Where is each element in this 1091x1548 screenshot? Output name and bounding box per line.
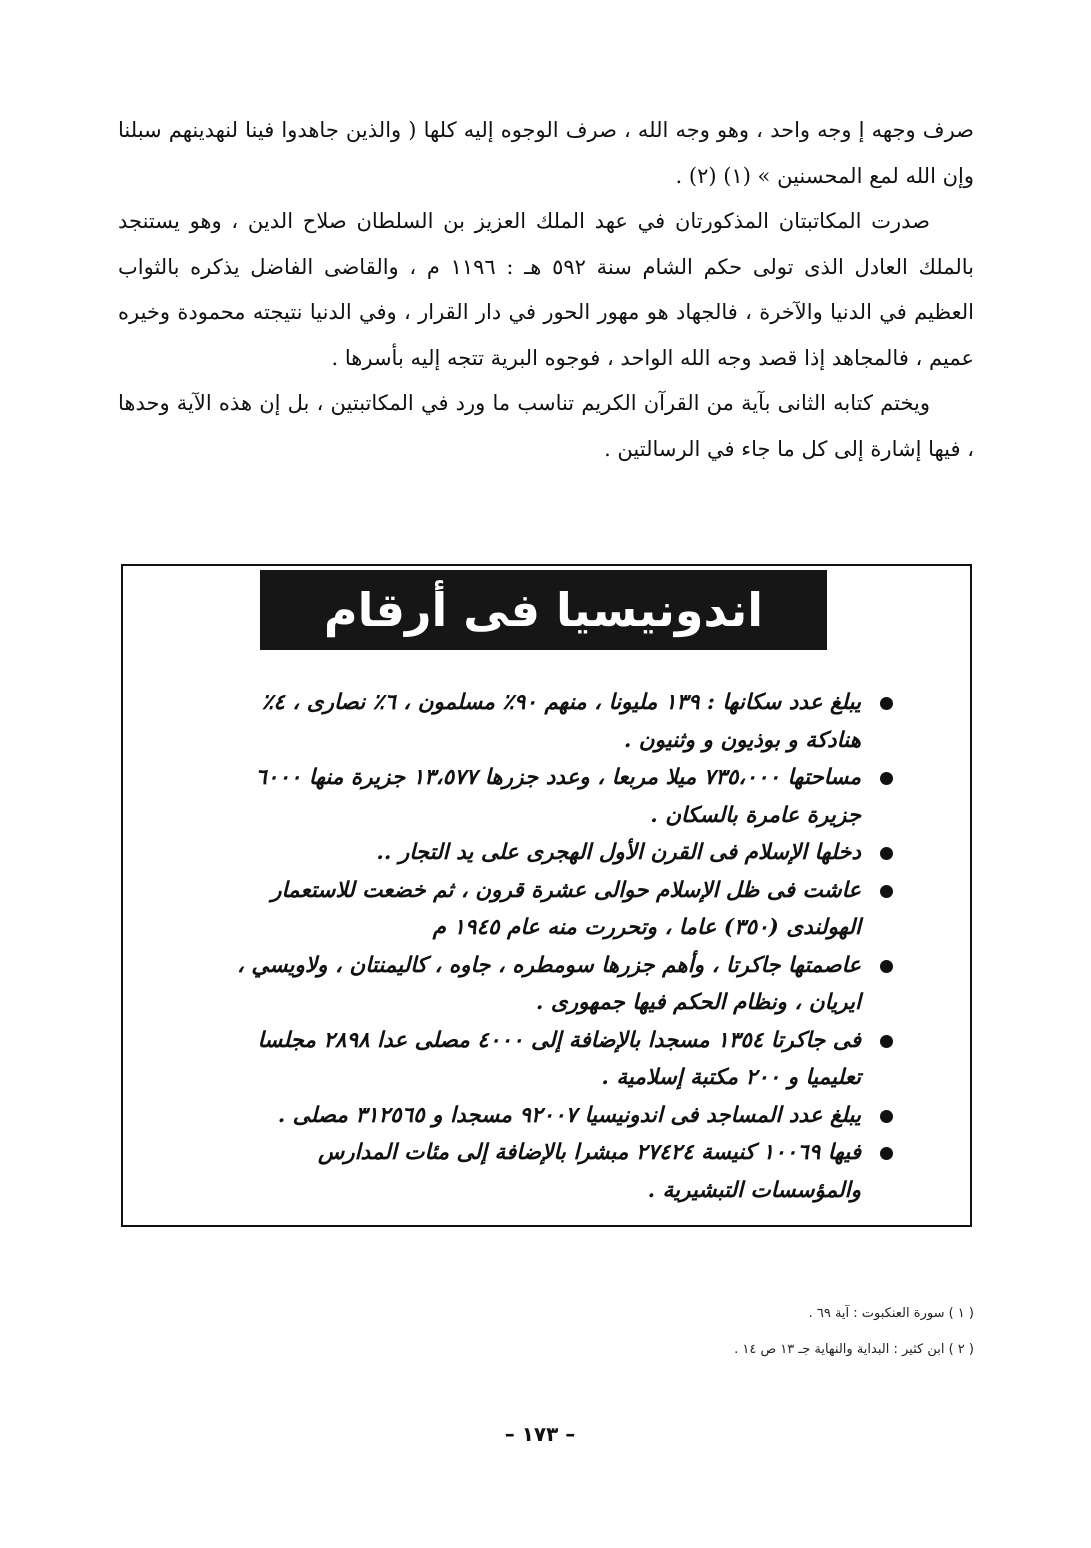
bullet-icon [880, 885, 893, 898]
fact-text: فيها ١٠٠٦٩ كنيسة ٢٧٤٢٤ مبشرا بالإضافة إلى مئات المدارس والمؤسسات التبشيرية . [317, 1140, 861, 1203]
bullet-icon [880, 960, 893, 973]
footnotes [560, 1296, 974, 1368]
fact-text: عاصمتها جاكرتا ، وأهم جزرها سومطره ، جاوه ، كاليمنتان ، ولاويسي ، ايريان ، ونظام الحكم فيها جمهورى . [236, 952, 861, 1015]
page-number: – ١٧٣ – [504, 1422, 576, 1446]
fact-text: يبلغ عدد المساجد فى اندونيسيا ٩٢٠٠٧ مسجدا و ٣١٢٥٦٥ مصلى . [277, 1102, 861, 1128]
fact-item [215, 759, 895, 834]
facts-box-title: اندونيسيا فى أرقام [260, 570, 827, 650]
bullet-icon [880, 697, 893, 710]
fact-item [215, 1134, 895, 1209]
body-paragraph: ويختم كتابه الثانى بآية من القرآن الكريم تناسب ما ورد في المكاتبتين ، بل إن هذه الآية وحدها ، فيها إشارة إلى كل ما جاء في الرسالتين . [118, 391, 974, 461]
fact-item [215, 684, 895, 759]
bullet-icon [880, 772, 893, 785]
fact-item [215, 947, 895, 1022]
fact-text: فى جاكرتا ١٣٥٤ مسجدا بالإضافة إلى ٤٠٠٠ مصلى عدا ٢٨٩٨ مجلسا تعليميا و ٢٠٠ مكتبة إسلامية . [257, 1027, 861, 1090]
fact-item [215, 1022, 895, 1097]
fact-text: عاشت فى ظل الإسلام حوالى عشرة قرون ، ثم خضعت للاستعمار الهولندى (٣٥٠) عاما ، وتحررت منه عام ١٩٤٥ م [271, 877, 861, 940]
body-paragraph: صدرت المكاتبتان المذكورتان في عهد الملك العزيز بن السلطان صلاح الدين ، وهو يستنجد بالملك العادل الذى تولى حكم الشام سنة ٥٩٢ هـ : ١١٩٦ م ، والقاضى الفاضل يذكره بالثواب العظيم في الدنيا والآخرة ، فالجهاد هو مهور الحور في دار القرار ، وفي الدنيا نتيجته محمودة وخيره عميم ، فالمجاهد إذا قصد وجه الله الواحد ، فوجوه البرية تتجه إليه بأسرها . [118, 209, 974, 370]
footnote: ( ١ ) سورة العنكبوت : آية ٦٩ . [808, 1306, 974, 1321]
fact-item [215, 1097, 895, 1135]
footnote: ( ٢ ) ابن كثير : البداية والنهاية جـ ١٣ ص ١٤ . [734, 1342, 974, 1357]
body-text [118, 108, 974, 472]
bullet-icon [880, 847, 893, 860]
bullet-icon [880, 1110, 893, 1123]
bullet-icon [880, 1035, 893, 1048]
body-paragraph: صرف وجهه إ وجه واحد ، وهو وجه الله ، صرف الوجوه إليه كلها ( والذين جاهدوا فينا لنهدينهم سبلنا وإن الله لمع المحسنين » (١) (٢) . [118, 118, 974, 188]
fact-text: مساحتها ٧٣٥،٠٠٠ ميلا مربعا ، وعدد جزرها ١٣،٥٧٧ جزيرة منها ٦٠٠٠ جزيرة عامرة بالسكان . [255, 765, 861, 828]
facts-box [121, 564, 972, 1227]
bullet-icon [880, 1147, 893, 1160]
fact-text: يبلغ عدد سكانها : ١٣٩ مليونا ، منهم ٩٠٪ مسلمون ، ٦٪ نصارى ، ٤٪ هنادكة و بوذيون و وثنيون . [261, 690, 861, 753]
fact-text: دخلها الإسلام فى القرن الأول الهجرى على يد التجار .. [376, 840, 861, 865]
fact-item [215, 872, 895, 947]
facts-list [215, 684, 895, 1209]
fact-item [215, 834, 895, 872]
